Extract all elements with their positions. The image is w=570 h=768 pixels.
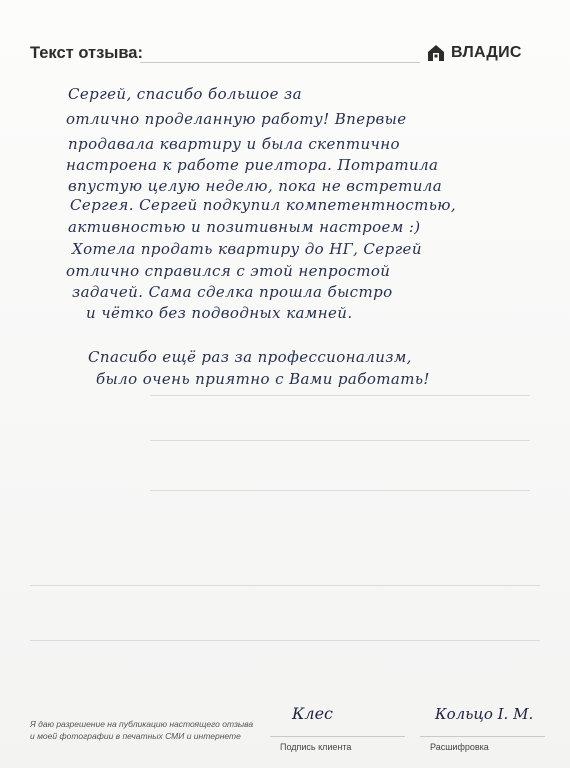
brand-name: ВЛАДИС (451, 44, 522, 61)
review-line: настроена к работе риелтора. Потратила (66, 156, 439, 174)
brand-logo (426, 41, 522, 65)
decoding-label: Расшифровка (430, 742, 489, 752)
review-line: активностью и позитивным настроем :) (68, 218, 421, 236)
bleed-through-line (150, 395, 530, 396)
review-line: и чётко без подводных камней. (86, 304, 353, 322)
review-line: Сергея. Сергей подкупил компетентностью, (70, 196, 457, 214)
bleed-through-line (150, 440, 530, 441)
review-line: отлично справился с этой непростой (66, 262, 391, 280)
signature-decoding: Кольцо І. М. (435, 705, 534, 723)
bleed-through-line (150, 490, 530, 491)
signature-line (270, 736, 405, 737)
decoding-line (420, 736, 545, 737)
review-line: Хотела продать квартиру до НГ, Сергей (72, 240, 422, 258)
publication-consent: Я даю разрешение на публикацию настоящего отзыва и моей фотографии в печатных СМИ и интернете (30, 719, 254, 741)
review-line: Спасибо ещё раз за профессионализм, (88, 348, 412, 366)
review-line: впустую целую неделю, пока не встретила (68, 177, 443, 195)
review-line: отлично проделанную работу! Впервые (66, 110, 407, 128)
review-line: продавала квартиру и была скептично (68, 135, 400, 153)
review-line: задачей. Сама сделка прошла быстро (72, 283, 393, 301)
review-line: было очень приятно с Вами работать! (96, 370, 430, 388)
house-icon (426, 43, 446, 63)
signature-label: Подпись клиента (280, 742, 352, 752)
client-signature: Клес (292, 704, 333, 723)
review-line: Сергей, спасибо большое за (68, 85, 302, 103)
bleed-through-line (30, 640, 540, 641)
bleed-through-line (30, 585, 540, 586)
title-underline (140, 62, 420, 63)
page-title: Текст отзыва: (30, 44, 143, 62)
